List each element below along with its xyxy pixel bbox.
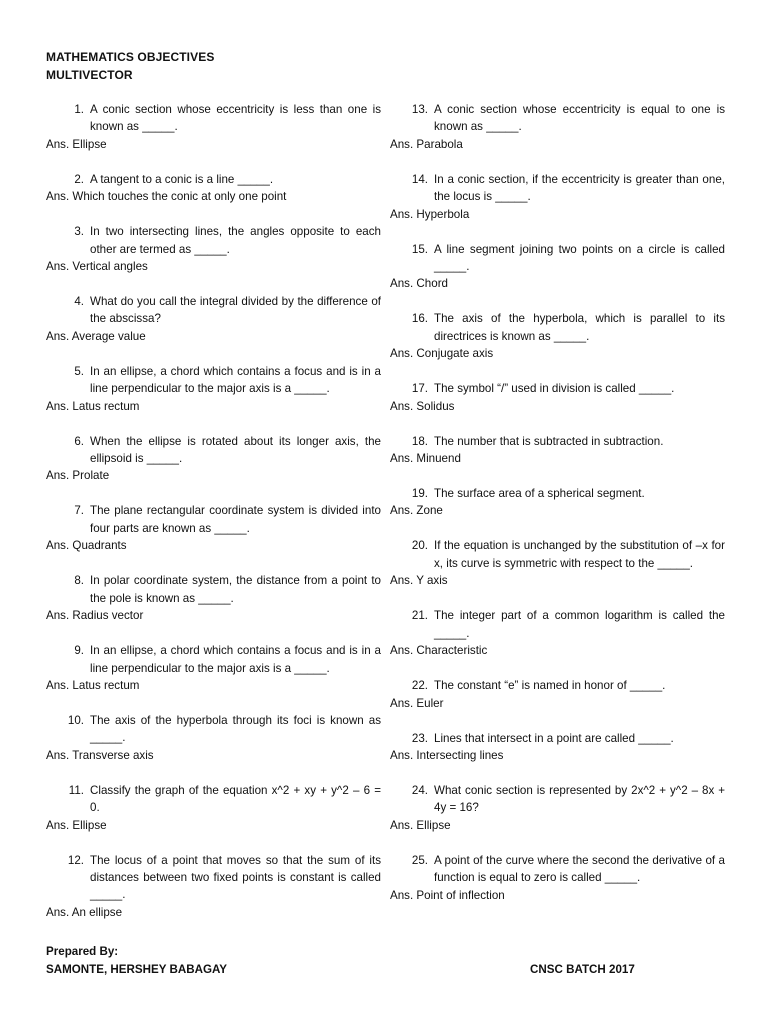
question-number: 6. xyxy=(74,434,84,448)
question-row xyxy=(46,782,381,817)
question-number: 9. xyxy=(74,644,84,658)
question-text: A conic section whose eccentricity is less than one is known as _____. xyxy=(90,103,381,134)
document-title: MATHEMATICS OBJECTIVES xyxy=(46,50,215,64)
question-number: 24. xyxy=(411,783,428,797)
answer-text: Ans. Intersecting lines xyxy=(390,748,504,762)
question-number: 13. xyxy=(411,103,428,116)
question-row xyxy=(390,677,725,694)
answer-text: Ans. Radius vector xyxy=(46,609,144,623)
question-row xyxy=(390,171,725,206)
question-number: 21. xyxy=(411,609,428,623)
question-item xyxy=(46,223,381,275)
answer-text: Ans. Euler xyxy=(390,696,444,710)
question-item xyxy=(390,241,725,293)
answer-text: Ans. Latus rectum xyxy=(46,678,140,692)
question-item xyxy=(390,852,725,904)
question-row xyxy=(46,293,381,328)
question-row xyxy=(46,572,381,607)
left-question-column xyxy=(46,101,381,939)
right-question-column xyxy=(390,101,725,922)
question-number: 20. xyxy=(411,539,428,553)
question-item xyxy=(390,677,725,712)
question-number: 17. xyxy=(411,382,428,396)
question-row xyxy=(46,433,381,468)
question-item xyxy=(390,171,725,223)
answer-text: Ans. Ellipse xyxy=(390,818,451,832)
answer-text: Ans. Zone xyxy=(390,504,443,518)
question-item xyxy=(390,380,725,415)
question-number: 12. xyxy=(67,853,84,867)
prepared-by-label: Prepared By: xyxy=(46,945,119,958)
batch-label: CNSC BATCH 2017 xyxy=(530,963,635,976)
answer-text: Ans. An ellipse xyxy=(46,905,123,919)
question-item xyxy=(390,310,725,362)
question-item xyxy=(46,852,381,922)
question-item xyxy=(390,730,725,765)
question-number: 1. xyxy=(74,103,84,116)
question-number: 23. xyxy=(411,731,428,745)
question-row xyxy=(46,363,381,398)
answer-text: Ans. Y axis xyxy=(390,574,448,588)
question-text: The axis of the hyperbola through its foci is known as _____. xyxy=(90,713,381,745)
question-row xyxy=(46,642,381,677)
question-number: 15. xyxy=(411,242,428,256)
question-item xyxy=(46,572,381,624)
question-number: 25. xyxy=(411,853,428,867)
question-number: 10. xyxy=(67,713,84,727)
question-row xyxy=(390,433,725,450)
question-text: In an ellipse, a chord which contains a focus and is in a line perpendicular to the major axis is a _____. xyxy=(90,364,381,396)
question-text: The surface area of a spherical segment. xyxy=(434,487,645,501)
question-text: What do you call the integral divided by the difference of the abscissa? xyxy=(90,295,381,326)
question-item xyxy=(46,712,381,764)
question-item xyxy=(46,502,381,554)
answer-text: Ans. Conjugate axis xyxy=(390,347,494,361)
question-item xyxy=(390,782,725,834)
question-row xyxy=(390,730,725,747)
question-item xyxy=(390,101,725,153)
question-text: A point of the curve where the second the derivative of a function is equal to zero is called _____. xyxy=(434,853,725,885)
question-number: 7. xyxy=(74,504,84,518)
question-text: A conic section whose eccentricity is equal to one is known as _____. xyxy=(434,103,725,134)
question-text: Lines that intersect in a point are called _____. xyxy=(434,731,674,745)
question-number: 14. xyxy=(411,172,428,186)
question-row xyxy=(390,101,725,136)
question-text: In an ellipse, a chord which contains a focus and is in a line perpendicular to the major axis is a _____. xyxy=(90,644,381,675)
question-number: 11. xyxy=(68,783,84,797)
question-row xyxy=(390,485,725,502)
question-item xyxy=(46,433,381,485)
question-number: 19. xyxy=(411,487,428,501)
answer-text: Ans. Prolate xyxy=(46,469,110,483)
answer-text: Ans. Quadrants xyxy=(46,539,127,553)
question-item xyxy=(390,607,725,659)
question-row xyxy=(46,171,381,188)
question-text: A tangent to a conic is a line _____. xyxy=(90,172,274,186)
answer-text: Ans. Ellipse xyxy=(46,137,107,151)
question-number: 5. xyxy=(74,364,84,378)
question-item xyxy=(46,642,381,694)
document-subtitle: MULTIVECTOR xyxy=(46,68,133,82)
question-text: The plane rectangular coordinate system is divided into four parts are known as _____. xyxy=(90,504,381,535)
question-item xyxy=(46,782,381,834)
answer-text: Ans. Latus rectum xyxy=(46,399,140,413)
question-text: When the ellipse is rotated about its longer axis, the ellipsoid is _____. xyxy=(90,434,381,466)
answer-text: Ans. Solidus xyxy=(390,399,455,413)
question-row xyxy=(46,712,381,747)
question-text: If the equation is unchanged by the substitution of –x for x, its curve is symmetric with respect to the _____. xyxy=(434,539,725,570)
question-row xyxy=(46,101,381,136)
answer-text: Ans. Ellipse xyxy=(46,818,107,832)
answer-text: Ans. Point of inflection xyxy=(390,888,505,902)
question-text: The number that is subtracted in subtraction. xyxy=(434,434,664,448)
question-row xyxy=(390,537,725,572)
question-row xyxy=(46,502,381,537)
question-row xyxy=(390,310,725,345)
question-item xyxy=(390,433,725,468)
answer-text: Ans. Chord xyxy=(390,277,448,291)
question-text: The locus of a point that moves so that the sum of its distances between two fixed points is constant is called _____. xyxy=(90,853,381,902)
question-text: Classify the graph of the equation x^2 + xy + y^2 – 6 = 0. xyxy=(90,783,381,815)
question-number: 16. xyxy=(411,312,428,326)
answer-text: Ans. Average value xyxy=(46,329,146,343)
answer-text: Ans. Transverse axis xyxy=(46,748,154,762)
question-row xyxy=(390,241,725,276)
question-row xyxy=(390,380,725,397)
question-row xyxy=(390,782,725,817)
question-item xyxy=(390,537,725,589)
question-item xyxy=(46,363,381,415)
question-number: 22. xyxy=(411,679,428,693)
question-number: 3. xyxy=(74,225,84,239)
question-item xyxy=(46,171,381,206)
answer-text: Ans. Minuend xyxy=(390,452,461,466)
question-item xyxy=(46,293,381,345)
question-text: In polar coordinate system, the distance from a point to the pole is known as _____. xyxy=(90,574,381,605)
question-row xyxy=(46,223,381,258)
question-number: 8. xyxy=(74,574,84,588)
question-row xyxy=(390,607,725,642)
question-text: The constant “e” is named in honor of _____. xyxy=(434,679,666,693)
question-text: In two intersecting lines, the angles opposite to each other are termed as _____. xyxy=(90,225,381,256)
author-name: SAMONTE, HERSHEY BABAGAY xyxy=(46,963,228,976)
question-text: The symbol “/” used in division is called _____. xyxy=(434,382,675,396)
question-text: The axis of the hyperbola, which is parallel to its directrices is known as _____. xyxy=(434,312,725,343)
question-item xyxy=(46,101,381,153)
question-number: 18. xyxy=(411,434,428,448)
answer-text: Ans. Characteristic xyxy=(390,644,488,658)
question-number: 4. xyxy=(74,295,84,309)
answer-text: Ans. Parabola xyxy=(390,137,463,151)
answer-text: Ans. Which touches the conic at only one point xyxy=(46,190,287,204)
question-number: 2. xyxy=(74,172,84,186)
question-text: What conic section is represented by 2x^2 + y^2 – 8x + 4y = 16? xyxy=(434,783,725,815)
question-text: In a conic section, if the eccentricity is greater than one, the locus is _____. xyxy=(434,172,725,204)
answer-text: Ans. Hyperbola xyxy=(390,207,470,221)
question-text: The integer part of a common logarithm is called the _____. xyxy=(434,609,725,640)
question-row xyxy=(390,852,725,887)
question-item xyxy=(390,485,725,520)
answer-text: Ans. Vertical angles xyxy=(46,260,148,274)
question-row xyxy=(46,852,381,904)
question-text: A line segment joining two points on a circle is called _____. xyxy=(434,242,725,274)
